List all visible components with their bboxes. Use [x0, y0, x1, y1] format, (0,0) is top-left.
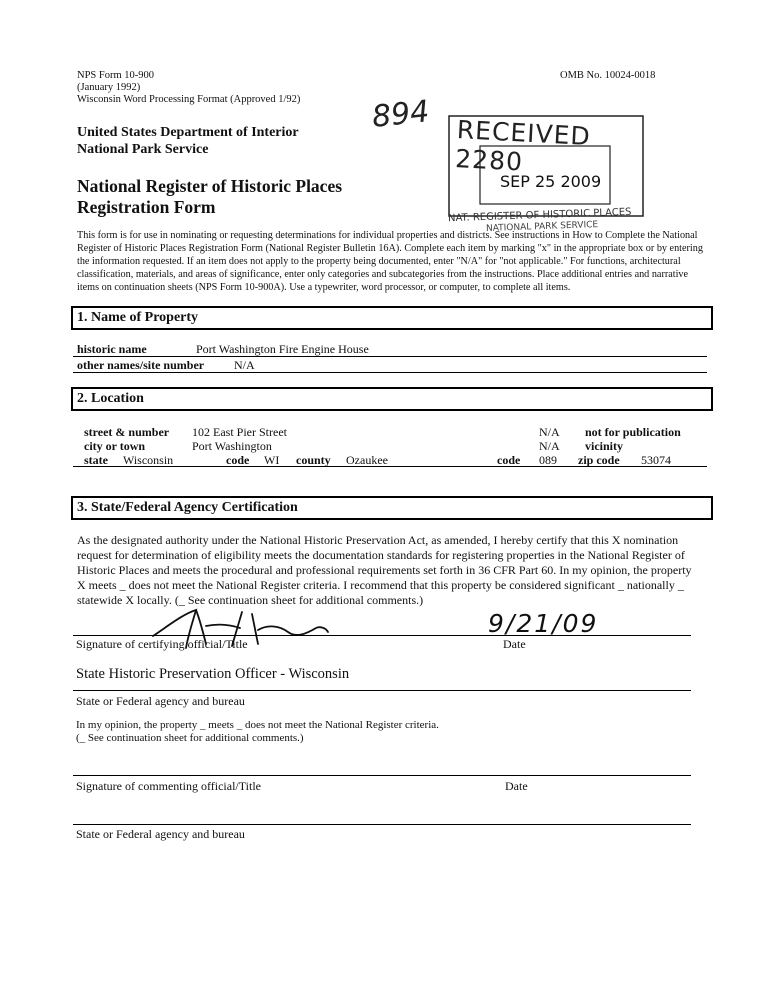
county-code-value[interactable]: 089: [539, 453, 557, 467]
agency-line-2: [73, 824, 691, 825]
agency-label: State or Federal agency and bureau: [76, 694, 245, 708]
officer-title[interactable]: State Historic Preservation Officer - Wisconsin: [76, 666, 350, 682]
form-number: NPS Form 10-900: [77, 70, 155, 81]
zip-value[interactable]: 53074: [641, 453, 671, 467]
zip-label: zip code: [578, 453, 620, 467]
form-format: Wisconsin Word Processing Format (Approved 1/92): [77, 94, 301, 105]
historic-name-label: historic name: [77, 342, 147, 356]
opinion-line-1: In my opinion, the property _ meets _ does not meet the National Register criteria.: [76, 719, 439, 731]
agency-label-2: State or Federal agency and bureau: [76, 827, 245, 841]
street-na: N/A: [539, 425, 560, 439]
signature-label: Signature of certifying official/Title: [76, 637, 248, 651]
city-value[interactable]: Port Washington: [192, 439, 272, 453]
divider: [73, 466, 707, 467]
handwritten-number: 894: [370, 94, 431, 135]
section-1-heading: 1. Name of Property: [71, 306, 713, 330]
vicinity-label: vicinity: [585, 439, 623, 453]
not-for-publication-label: not for publication: [585, 425, 681, 439]
date-label-2: Date: [505, 779, 528, 793]
received-stamp: [446, 112, 646, 234]
section-2-heading: 2. Location: [71, 387, 713, 411]
historic-name-value[interactable]: Port Washington Fire Engine House: [196, 342, 369, 356]
form-title: National Register of Historic Places: [77, 176, 343, 196]
handwritten-date: 9/21/09: [488, 609, 599, 638]
county-value[interactable]: Ozaukee: [346, 453, 388, 467]
other-names-label: other names/site number: [77, 358, 205, 372]
divider: [73, 356, 707, 357]
form-date: (January 1992): [77, 82, 141, 93]
divider: [73, 372, 707, 373]
commenting-signature-line: [73, 775, 691, 776]
county-label: county: [296, 453, 331, 467]
opinion-line-2: (_ See continuation sheet for additional comments.): [76, 732, 304, 744]
street-label: street & number: [84, 425, 170, 439]
street-value[interactable]: 102 East Pier Street: [192, 425, 287, 439]
agency-line: [73, 690, 691, 691]
certification-paragraph: As the designated authority under the National Historic Preservation Act, as amended, I hereby certify that this X nomination request for determination of eligibility meets the documentation standards for registering properties in the National Register of Historic Places and meets the procedural and professional requirements set forth in 36 CFR Part 60. In my opinion, the property X meets _ does not meet the National Register criteria. I recommend that this property be considered significant _ nationally _ statewide X locally. (_ See continuation sheet for additional comments.): [77, 533, 692, 607]
omb-number: OMB No. 10024-0018: [560, 70, 656, 81]
intro-instructions: This form is for use in nominating or requesting determinations for individual properties and districts. See instructions in How to Complete the National Register of Historic Places Registration Form (National Register Bulletin 16A). Complete each item by marking "x" in the appropriate box or by entering the information requested. If an item does not apply to the property being documented, enter "N/A" for "not applicable." For functions, architectural classification, materials, and areas of significance, enter only categories and subcategories from the instructions. Place additional entries and narrative items on continuation sheets (NPS Form 10-900A). Use a typewriter, word processor, or computer, to complete all items.: [77, 230, 703, 293]
commenting-signature-label: Signature of commenting official/Title: [76, 779, 261, 793]
signature-line: [73, 635, 691, 636]
stamp-received-text: RECEIVED 2280: [454, 115, 592, 177]
date-label: Date: [503, 637, 526, 651]
stamp-footer: NAT. REGISTER OF HISTORIC PLACES: [447, 206, 632, 225]
stamp-footer-2: NATIONAL PARK SERVICE: [485, 220, 599, 234]
state-label: state: [84, 453, 108, 467]
county-code-label: code: [497, 453, 521, 467]
agency-subname: National Park Service: [77, 142, 209, 157]
section-3-heading: 3. State/Federal Agency Certification: [71, 496, 713, 520]
form-subtitle: Registration Form: [77, 197, 216, 217]
state-code-value[interactable]: WI: [264, 453, 280, 467]
stamp-date: SEP 25 2009: [500, 172, 602, 191]
state-code-label: code: [226, 453, 250, 467]
city-na: N/A: [539, 439, 560, 453]
state-value[interactable]: Wisconsin: [123, 453, 174, 467]
city-label: city or town: [84, 439, 146, 453]
other-names-value[interactable]: N/A: [234, 358, 255, 372]
agency-name: United States Department of Interior: [77, 125, 299, 140]
